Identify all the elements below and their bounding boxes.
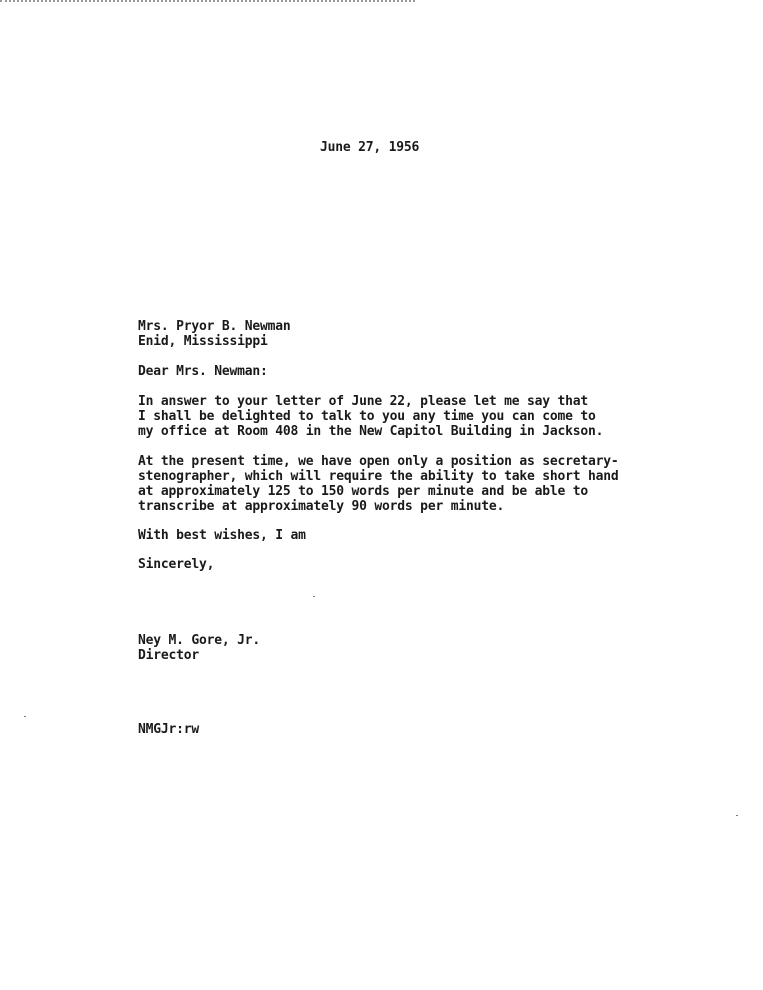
paragraph-line: I shall be delighted to talk to you any time you can come to bbox=[138, 409, 596, 424]
salutation: Dear Mrs. Newman: bbox=[138, 364, 268, 379]
recipient-name: Mrs. Pryor B. Newman bbox=[138, 319, 291, 334]
top-edge-rule bbox=[0, 0, 415, 2]
paragraph-line: my office at Room 408 in the New Capitol Building in Jackson. bbox=[138, 424, 604, 439]
paragraph-line: at approximately 125 to 150 words per minute and be able to bbox=[138, 484, 588, 499]
letter-date: June 27, 1956 bbox=[320, 140, 420, 155]
recipient-location: Enid, Mississippi bbox=[138, 334, 268, 349]
signer-title: Director bbox=[138, 648, 200, 663]
closing-remark: With best wishes, I am bbox=[138, 528, 306, 543]
paragraph-line: In answer to your letter of June 22, please let me say that bbox=[138, 394, 588, 409]
paragraph-line: stenographer, which will require the ability to take short hand bbox=[138, 469, 619, 484]
signer-name: Ney M. Gore, Jr. bbox=[138, 633, 261, 648]
paragraph-line: At the present time, we have open only a position as secretary- bbox=[138, 454, 619, 469]
reference-initials: NMGJr:rw bbox=[138, 722, 200, 737]
scan-speck bbox=[736, 815, 738, 816]
closing: Sincerely, bbox=[138, 557, 215, 572]
scan-speck bbox=[24, 716, 26, 717]
paragraph-line: transcribe at approximately 90 words per minute. bbox=[138, 499, 505, 514]
scan-speck bbox=[313, 596, 315, 597]
